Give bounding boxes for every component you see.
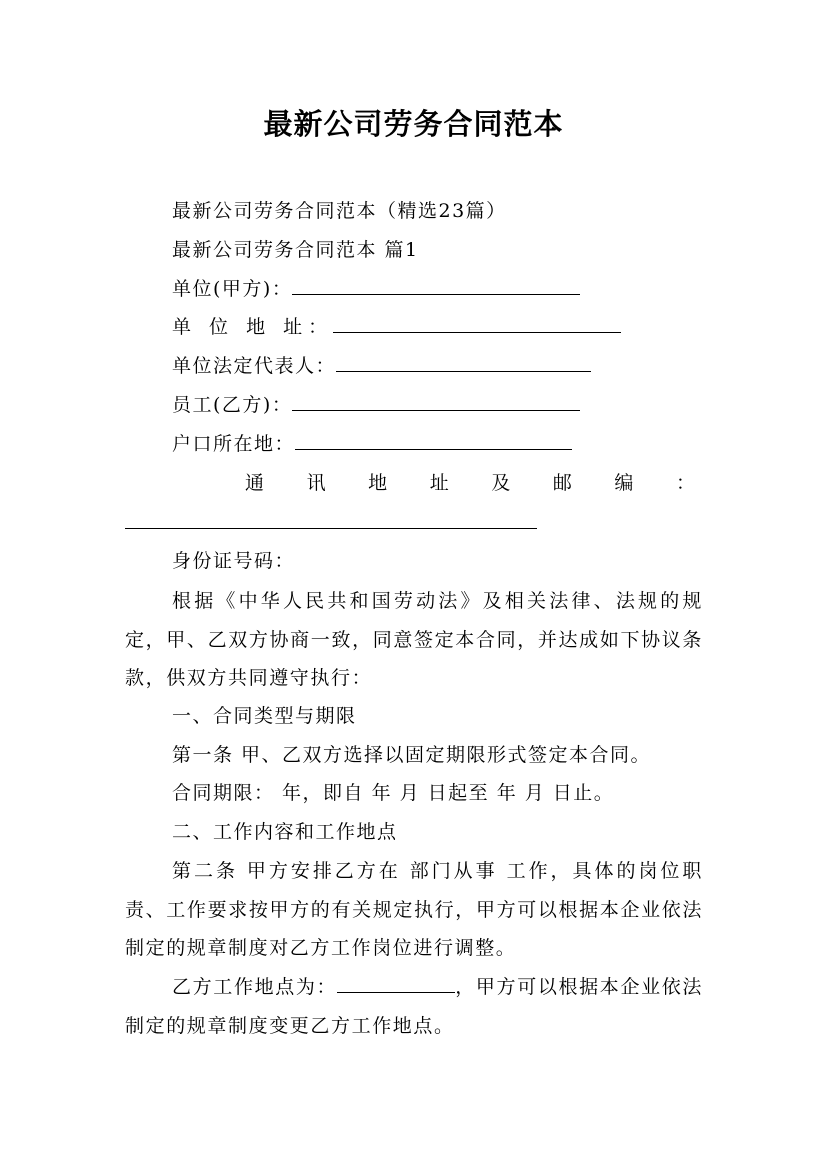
household-blank [295, 431, 572, 450]
workplace-paragraph [125, 968, 703, 1045]
mailing-char: 编 [614, 472, 634, 494]
legal-rep-label: 单位法定代表人： [172, 355, 337, 377]
mailing-char: 讯 [306, 472, 326, 494]
article-one: 第一条 甲、乙双方选择以固定期限形式签定本合同。 [172, 744, 652, 766]
mailing-char: 通 [245, 472, 265, 494]
intro-paragraph: 根据《中华人民共和国劳动法》及相关法律、法规的规定，甲、乙双方协商一致，同意签定本合同，并达成如下协议条款，供双方共同遵守执行： [125, 590, 703, 689]
id-number-label: 身份证号码： [172, 550, 296, 572]
mailing-char: 地 [368, 472, 388, 494]
employee-field [172, 392, 580, 418]
mailing-address-label [245, 470, 695, 496]
heading-work-content: 二、工作内容和工作地点 [172, 821, 398, 843]
contract-term: 合同期限： 年，即自 年 月 日起至 年 月 日止。 [172, 782, 615, 804]
household-label: 户口所在地： [172, 433, 296, 455]
party-a-field [172, 276, 580, 302]
workplace-prefix: 乙方工作地点为： [172, 976, 338, 998]
employee-blank [292, 392, 580, 411]
address-field [172, 314, 621, 340]
mailing-address-blank [125, 528, 537, 529]
subtitle: 最新公司劳务合同范本（精选23篇） [172, 200, 507, 222]
section-heading: 最新公司劳务合同范本 篇1 [172, 239, 419, 261]
article-two: 第二条 甲方安排乙方在 部门从事 工作，具体的岗位职责、工作要求按甲方的有关规定执行，甲方可以根据本企业依法制定的规章制度对乙方工作岗位进行调整。 [125, 860, 703, 959]
mailing-char: 邮 [552, 472, 572, 494]
workplace-suffix: ，甲方可以根据本企业依法制定的规章制度变更乙方工作地点。 [125, 976, 703, 1037]
heading-contract-type: 一、合同类型与期限 [172, 705, 357, 727]
party-a-label: 单位(甲方)： [172, 278, 293, 300]
mailing-char: ： [675, 472, 695, 494]
workplace-blank [337, 974, 455, 993]
legal-rep-field [172, 353, 591, 379]
document-title: 最新公司劳务合同范本 [263, 107, 564, 141]
employee-label: 员工(乙方)： [172, 394, 293, 416]
mailing-char: 及 [491, 472, 511, 494]
party-a-blank [292, 276, 580, 295]
household-field [172, 431, 572, 457]
legal-rep-blank [336, 353, 591, 372]
mailing-char: 址 [429, 472, 449, 494]
address-blank [333, 314, 621, 333]
address-label: 单 位 地 址： [172, 316, 334, 338]
